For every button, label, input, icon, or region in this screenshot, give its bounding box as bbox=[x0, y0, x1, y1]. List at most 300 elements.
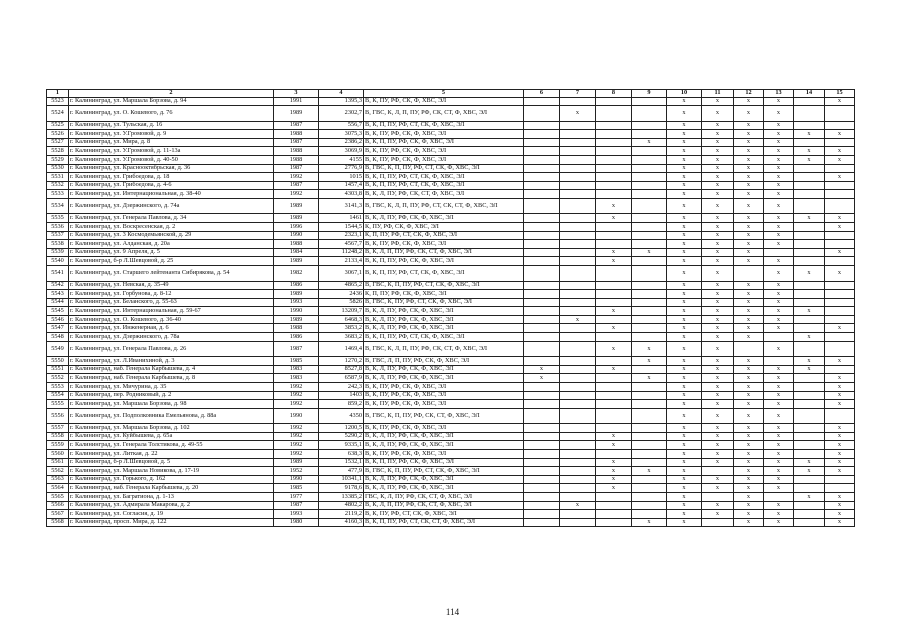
mark-cell-7 bbox=[560, 155, 596, 164]
mark-cell-10: x bbox=[667, 266, 702, 282]
mark-cell-6 bbox=[524, 223, 560, 232]
mark-cell-7 bbox=[560, 181, 596, 190]
mark-cell-7 bbox=[560, 214, 596, 223]
area-cell: 13209,7 bbox=[319, 307, 364, 316]
year-built-cell: 1988 bbox=[274, 155, 319, 164]
mark-cell-13 bbox=[764, 492, 794, 501]
equipment-list-cell: В, ГВС, К, Л, П, ПУ, РФ, СК, СТ, Ф, ХВС, ЭЛ bbox=[364, 341, 524, 357]
mark-cell-13: x bbox=[764, 408, 794, 424]
address-cell: г. Калининград, ул. Горького, д. 162 bbox=[69, 475, 274, 484]
mark-cell-6 bbox=[524, 450, 560, 459]
equipment-list-cell: В, ГВС, К, Л, П, ПУ, РФ, СК, СТ, Ф, ХВС, ЭЛ bbox=[364, 106, 524, 122]
year-built-cell: 1989 bbox=[274, 198, 319, 214]
mark-cell-14 bbox=[794, 190, 825, 199]
mark-cell-15: x bbox=[825, 155, 855, 164]
year-built-cell: 1952 bbox=[274, 467, 319, 476]
mark-cell-10: x bbox=[667, 450, 702, 459]
mark-cell-7 bbox=[560, 374, 596, 383]
mark-cell-7 bbox=[560, 97, 596, 106]
mark-cell-14 bbox=[794, 138, 825, 147]
mark-cell-13: x bbox=[764, 97, 794, 106]
mark-cell-6 bbox=[524, 198, 560, 214]
mark-cell-6 bbox=[524, 400, 560, 409]
mark-cell-13: x bbox=[764, 121, 794, 130]
mark-cell-12: x bbox=[734, 458, 764, 467]
mark-cell-9: x bbox=[632, 467, 667, 476]
year-built-cell: 1990 bbox=[274, 231, 319, 240]
mark-cell-7 bbox=[560, 510, 596, 519]
mark-cell-10: x bbox=[667, 424, 702, 433]
year-built-cell: 1993 bbox=[274, 510, 319, 519]
mark-cell-9 bbox=[632, 441, 667, 450]
mark-cell-10: x bbox=[667, 382, 702, 391]
mark-cell-11: x bbox=[702, 164, 734, 173]
mark-cell-8 bbox=[596, 315, 632, 324]
mark-cell-6 bbox=[524, 382, 560, 391]
mark-cell-10: x bbox=[667, 518, 702, 527]
mark-cell-8: x bbox=[596, 432, 632, 441]
record-number-cell: 5561 bbox=[47, 458, 69, 467]
area-cell: 4350 bbox=[319, 408, 364, 424]
area-cell: 2302,7 bbox=[319, 106, 364, 122]
equipment-list-cell: В, К, Л, П, ПУ, РФ, СК, СТ, Ф, ХВС, ЭЛ bbox=[364, 248, 524, 257]
year-built-cell: 1987 bbox=[274, 164, 319, 173]
table-row bbox=[47, 382, 855, 391]
mark-cell-6 bbox=[524, 298, 560, 307]
mark-cell-12: x bbox=[734, 190, 764, 199]
record-number-cell: 5533 bbox=[47, 190, 69, 199]
mark-cell-7 bbox=[560, 240, 596, 249]
equipment-list-cell: В, К, Л, ПУ, РФ, СК, Ф, ХВС, ЭЛ bbox=[364, 432, 524, 441]
area-cell: 4155 bbox=[319, 155, 364, 164]
address-cell: г. Калининград, ул. Горбунова, д. 8-12 bbox=[69, 290, 274, 299]
mark-cell-6 bbox=[524, 424, 560, 433]
mark-cell-11: x bbox=[702, 408, 734, 424]
mark-cell-6 bbox=[524, 441, 560, 450]
mark-cell-8 bbox=[596, 130, 632, 139]
table-row bbox=[47, 467, 855, 476]
mark-cell-12: x bbox=[734, 424, 764, 433]
mark-cell-12: x bbox=[734, 97, 764, 106]
mark-cell-7 bbox=[560, 432, 596, 441]
mark-cell-9 bbox=[632, 391, 667, 400]
mark-cell-11: x bbox=[702, 450, 734, 459]
mark-cell-14 bbox=[794, 240, 825, 249]
mark-cell-7 bbox=[560, 307, 596, 316]
table-row bbox=[47, 510, 855, 519]
mark-cell-6 bbox=[524, 341, 560, 357]
area-cell: 638,3 bbox=[319, 450, 364, 459]
mark-cell-7 bbox=[560, 248, 596, 257]
equipment-list-cell: В, К, Л, ПУ, РФ, СК, Ф, ХВС, ЭЛ bbox=[364, 324, 524, 333]
mark-cell-6 bbox=[524, 290, 560, 299]
table-row bbox=[47, 147, 855, 156]
mark-cell-8 bbox=[596, 181, 632, 190]
mark-cell-12: x bbox=[734, 518, 764, 527]
address-cell: г. Калининград, ул. Интернациональная, д. 59-67 bbox=[69, 307, 274, 316]
address-cell: г. Калининград, ул. У.Громовой, д. 40-50 bbox=[69, 155, 274, 164]
mark-cell-11 bbox=[702, 492, 734, 501]
mark-cell-15: x bbox=[825, 382, 855, 391]
area-cell: 5290,2 bbox=[319, 432, 364, 441]
mark-cell-12: x bbox=[734, 298, 764, 307]
header-cell: 1 bbox=[47, 90, 69, 98]
mark-cell-10: x bbox=[667, 315, 702, 324]
mark-cell-15: x bbox=[825, 510, 855, 519]
mark-cell-6 bbox=[524, 518, 560, 527]
mark-cell-15 bbox=[825, 475, 855, 484]
mark-cell-10: x bbox=[667, 223, 702, 232]
record-number-cell: 5558 bbox=[47, 432, 69, 441]
mark-cell-6 bbox=[524, 432, 560, 441]
mark-cell-12: x bbox=[734, 257, 764, 266]
mark-cell-7 bbox=[560, 130, 596, 139]
area-cell: 3075,3 bbox=[319, 130, 364, 139]
address-cell: г. Калининград, пер. Родниковый, д. 2 bbox=[69, 391, 274, 400]
mark-cell-11: x bbox=[702, 315, 734, 324]
mark-cell-12: x bbox=[734, 441, 764, 450]
table-row bbox=[47, 138, 855, 147]
equipment-list-cell: В, К, ПУ, РФ, СК, Ф, ХВС, ЭЛ bbox=[364, 382, 524, 391]
table-row bbox=[47, 518, 855, 527]
mark-cell-8: x bbox=[596, 214, 632, 223]
mark-cell-14 bbox=[794, 391, 825, 400]
mark-cell-14 bbox=[794, 173, 825, 182]
mark-cell-7 bbox=[560, 475, 596, 484]
mark-cell-6 bbox=[524, 173, 560, 182]
address-cell: г. Калининград, наб. Генерала Карбышева, д. 20 bbox=[69, 484, 274, 493]
area-cell: 3067,1 bbox=[319, 266, 364, 282]
mark-cell-12: x bbox=[734, 290, 764, 299]
mark-cell-11: x bbox=[702, 501, 734, 510]
mark-cell-8 bbox=[596, 164, 632, 173]
mark-cell-9 bbox=[632, 333, 667, 342]
mark-cell-6: x bbox=[524, 374, 560, 383]
mark-cell-9 bbox=[632, 97, 667, 106]
address-cell: г. Калининград, ул. Маршала Новикова, д. 17-19 bbox=[69, 467, 274, 476]
mark-cell-6 bbox=[524, 181, 560, 190]
mark-cell-15 bbox=[825, 231, 855, 240]
record-number-cell: 5523 bbox=[47, 97, 69, 106]
mark-cell-10: x bbox=[667, 333, 702, 342]
mark-cell-14 bbox=[794, 374, 825, 383]
equipment-list-cell: В, К, Л, ПУ, РФ, СК, Ф, ХВС, ЭЛ bbox=[364, 475, 524, 484]
mark-cell-9 bbox=[632, 458, 667, 467]
table-row bbox=[47, 324, 855, 333]
mark-cell-8 bbox=[596, 391, 632, 400]
mark-cell-15 bbox=[825, 290, 855, 299]
mark-cell-14 bbox=[794, 432, 825, 441]
mark-cell-14 bbox=[794, 450, 825, 459]
mark-cell-7 bbox=[560, 408, 596, 424]
mark-cell-13: x bbox=[764, 138, 794, 147]
mark-cell-13 bbox=[764, 248, 794, 257]
year-built-cell: 1987 bbox=[274, 138, 319, 147]
mark-cell-10: x bbox=[667, 441, 702, 450]
mark-cell-15 bbox=[825, 257, 855, 266]
mark-cell-14: x bbox=[794, 357, 825, 366]
mark-cell-12: x bbox=[734, 181, 764, 190]
equipment-list-cell: В, К, П, ПУ, РФ, СК, Ф, ХВС, ЭЛ bbox=[364, 257, 524, 266]
mark-cell-7: x bbox=[560, 106, 596, 122]
mark-cell-9 bbox=[632, 408, 667, 424]
mark-cell-12: x bbox=[734, 510, 764, 519]
address-cell: г. Калининград, ул. Инженерная, д. 6 bbox=[69, 324, 274, 333]
mark-cell-15 bbox=[825, 298, 855, 307]
mark-cell-13: x bbox=[764, 298, 794, 307]
year-built-cell: 1992 bbox=[274, 391, 319, 400]
mark-cell-9: x bbox=[632, 357, 667, 366]
mark-cell-6 bbox=[524, 231, 560, 240]
mark-cell-13: x bbox=[764, 501, 794, 510]
address-cell: г. Калининград, ул. Адмирала Макарова, д. 2 bbox=[69, 501, 274, 510]
mark-cell-15: x bbox=[825, 400, 855, 409]
year-built-cell: 1991 bbox=[274, 97, 319, 106]
mark-cell-13: x bbox=[764, 290, 794, 299]
mark-cell-13: x bbox=[764, 458, 794, 467]
mark-cell-12: x bbox=[734, 307, 764, 316]
mark-cell-7 bbox=[560, 357, 596, 366]
equipment-list-cell: В, К, Л, ПУ, РФ, СК, Ф, ХВС, ЭЛ bbox=[364, 214, 524, 223]
mark-cell-14 bbox=[794, 181, 825, 190]
area-cell: 5826 bbox=[319, 298, 364, 307]
table-row bbox=[47, 290, 855, 299]
mark-cell-9 bbox=[632, 147, 667, 156]
mark-cell-10: x bbox=[667, 248, 702, 257]
mark-cell-11: x bbox=[702, 106, 734, 122]
table-row bbox=[47, 248, 855, 257]
equipment-list-cell: В, К, ПУ, РФ, СК, Ф, ХВС, ЭЛ bbox=[364, 424, 524, 433]
equipment-list-cell: В, К, Л, ПУ, РФ, СК, Ф, ХВС, ЭЛ bbox=[364, 315, 524, 324]
table-row bbox=[47, 155, 855, 164]
header-cell: 6 bbox=[524, 90, 560, 98]
mark-cell-13: x bbox=[764, 307, 794, 316]
mark-cell-15: x bbox=[825, 467, 855, 476]
mark-cell-8 bbox=[596, 290, 632, 299]
mark-cell-6 bbox=[524, 333, 560, 342]
year-built-cell: 1977 bbox=[274, 492, 319, 501]
year-built-cell: 1985 bbox=[274, 484, 319, 493]
mark-cell-15 bbox=[825, 341, 855, 357]
mark-cell-12: x bbox=[734, 173, 764, 182]
table-row bbox=[47, 432, 855, 441]
mark-cell-9 bbox=[632, 266, 667, 282]
address-cell: г. Калининград, ул. Тульская, д. 16 bbox=[69, 121, 274, 130]
area-cell: 3683,2 bbox=[319, 333, 364, 342]
mark-cell-15: x bbox=[825, 518, 855, 527]
mark-cell-12: x bbox=[734, 138, 764, 147]
equipment-list-cell: В, ГВС, Л, П, ПУ, РФ, СК, Ф, ХВС, ЭЛ bbox=[364, 357, 524, 366]
mark-cell-9 bbox=[632, 281, 667, 290]
mark-cell-11: x bbox=[702, 181, 734, 190]
mark-cell-12: x bbox=[734, 450, 764, 459]
mark-cell-6 bbox=[524, 266, 560, 282]
mark-cell-8: x bbox=[596, 467, 632, 476]
mark-cell-8 bbox=[596, 510, 632, 519]
mark-cell-10: x bbox=[667, 341, 702, 357]
mark-cell-14 bbox=[794, 257, 825, 266]
mark-cell-11: x bbox=[702, 155, 734, 164]
mark-cell-10: x bbox=[667, 214, 702, 223]
mark-cell-13: x bbox=[764, 214, 794, 223]
mark-cell-7 bbox=[560, 400, 596, 409]
area-cell: 3141,3 bbox=[319, 198, 364, 214]
table-row bbox=[47, 198, 855, 214]
mark-cell-15 bbox=[825, 365, 855, 374]
mark-cell-9 bbox=[632, 240, 667, 249]
mark-cell-11 bbox=[702, 467, 734, 476]
mark-cell-9 bbox=[632, 365, 667, 374]
mark-cell-7 bbox=[560, 290, 596, 299]
mark-cell-8 bbox=[596, 138, 632, 147]
address-cell: г. Калининград, ул. Генерала Павлова, д. 34 bbox=[69, 214, 274, 223]
mark-cell-10: x bbox=[667, 290, 702, 299]
year-built-cell: 1989 bbox=[274, 214, 319, 223]
header-cell: 10 bbox=[667, 90, 702, 98]
mark-cell-10: x bbox=[667, 475, 702, 484]
mark-cell-15: x bbox=[825, 266, 855, 282]
mark-cell-11: x bbox=[702, 257, 734, 266]
equipment-list-cell: В, К, ПУ, РФ, СК, Ф, ХВС, ЭЛ bbox=[364, 97, 524, 106]
area-cell: 1544,5 bbox=[319, 223, 364, 232]
mark-cell-15 bbox=[825, 138, 855, 147]
mark-cell-15: x bbox=[825, 458, 855, 467]
table-row bbox=[47, 307, 855, 316]
mark-cell-14 bbox=[794, 382, 825, 391]
mark-cell-13: x bbox=[764, 324, 794, 333]
year-built-cell: 1988 bbox=[274, 130, 319, 139]
mark-cell-15: x bbox=[825, 214, 855, 223]
table-row bbox=[47, 484, 855, 493]
mark-cell-6 bbox=[524, 190, 560, 199]
mark-cell-11: x bbox=[702, 223, 734, 232]
mark-cell-12: x bbox=[734, 475, 764, 484]
year-built-cell: 1987 bbox=[274, 341, 319, 357]
mark-cell-6 bbox=[524, 281, 560, 290]
mark-cell-15: x bbox=[825, 441, 855, 450]
header-cell: 15 bbox=[825, 90, 855, 98]
mark-cell-8 bbox=[596, 121, 632, 130]
area-cell: 11248,2 bbox=[319, 248, 364, 257]
mark-cell-14: x bbox=[794, 467, 825, 476]
record-number-cell: 5525 bbox=[47, 121, 69, 130]
mark-cell-12: x bbox=[734, 484, 764, 493]
address-cell: г. Калининград, наб. Генерала Карбышева, д. 8 bbox=[69, 374, 274, 383]
mark-cell-15 bbox=[825, 315, 855, 324]
mark-cell-6: x bbox=[524, 365, 560, 374]
year-built-cell: 1988 bbox=[274, 324, 319, 333]
mark-cell-6 bbox=[524, 467, 560, 476]
mark-cell-15: x bbox=[825, 97, 855, 106]
mark-cell-13: x bbox=[764, 231, 794, 240]
area-cell: 1469,4 bbox=[319, 341, 364, 357]
mark-cell-9 bbox=[632, 155, 667, 164]
area-cell: 1395,3 bbox=[319, 97, 364, 106]
address-cell: г. Калининград, ул. 3 Космодемьянской, д. 29 bbox=[69, 231, 274, 240]
table-row bbox=[47, 266, 855, 282]
address-cell: г. Калининград, ул. Мичурина, д. 35 bbox=[69, 382, 274, 391]
mark-cell-14 bbox=[794, 475, 825, 484]
equipment-list-cell: В, К, П, ПУ, РФ, СТ, СК, Ф, ХВС, ЭЛ bbox=[364, 121, 524, 130]
mark-cell-15: x bbox=[825, 324, 855, 333]
record-number-cell: 5555 bbox=[47, 400, 69, 409]
mark-cell-12: x bbox=[734, 223, 764, 232]
mark-cell-8 bbox=[596, 155, 632, 164]
equipment-list-cell: В, ГВС, К, Л, П, ПУ, РФ, СТ, СК, СТ, Ф, ХВС, ЭЛ bbox=[364, 198, 524, 214]
mark-cell-15: x bbox=[825, 501, 855, 510]
mark-cell-15 bbox=[825, 190, 855, 199]
year-built-cell: 1989 bbox=[274, 257, 319, 266]
equipment-list-cell: В, К, Л, ПУ, РФ, СК, Ф, ХВС, ЭЛ bbox=[364, 365, 524, 374]
mark-cell-9 bbox=[632, 130, 667, 139]
mark-cell-8 bbox=[596, 501, 632, 510]
mark-cell-12: x bbox=[734, 391, 764, 400]
mark-cell-6 bbox=[524, 121, 560, 130]
record-number-cell: 5546 bbox=[47, 315, 69, 324]
mark-cell-7 bbox=[560, 231, 596, 240]
mark-cell-11: x bbox=[702, 198, 734, 214]
mark-cell-8: x bbox=[596, 441, 632, 450]
mark-cell-15: x bbox=[825, 391, 855, 400]
mark-cell-10: x bbox=[667, 281, 702, 290]
table-row bbox=[47, 106, 855, 122]
mark-cell-10: x bbox=[667, 138, 702, 147]
mark-cell-10: x bbox=[667, 298, 702, 307]
mark-cell-6 bbox=[524, 147, 560, 156]
address-cell: г. Калининград, ул. Беланского, д. 55-63 bbox=[69, 298, 274, 307]
equipment-list-cell: В, К, Л, ПУ, РФ, СК, СТ, Ф, ХВС, ЭЛ bbox=[364, 190, 524, 199]
mark-cell-14 bbox=[794, 510, 825, 519]
mark-cell-11: x bbox=[702, 231, 734, 240]
year-built-cell: 1992 bbox=[274, 441, 319, 450]
mark-cell-8 bbox=[596, 382, 632, 391]
mark-cell-8: x bbox=[596, 475, 632, 484]
mark-cell-7 bbox=[560, 198, 596, 214]
equipment-list-cell: В, К, П, ПУ, РФ, СК, Ф, ХВС, ЭЛ bbox=[364, 138, 524, 147]
equipment-list-cell: В, ГВС, К, П, ПУ, РФ, СТ, СК, Ф, ХВС, ЭЛ bbox=[364, 467, 524, 476]
mark-cell-11: x bbox=[702, 424, 734, 433]
mark-cell-6 bbox=[524, 357, 560, 366]
area-cell: 556,7 bbox=[319, 121, 364, 130]
address-cell: г. Калининград, ул. Невская, д. 35-49 bbox=[69, 281, 274, 290]
mark-cell-15: x bbox=[825, 147, 855, 156]
mark-cell-13: x bbox=[764, 441, 794, 450]
table-row bbox=[47, 374, 855, 383]
mark-cell-13: x bbox=[764, 106, 794, 122]
table-row bbox=[47, 298, 855, 307]
address-cell: г. Калининград, ул. Старшего лейтенанта Сибирякова, д. 54 bbox=[69, 266, 274, 282]
record-number-cell: 5551 bbox=[47, 365, 69, 374]
mark-cell-15: x bbox=[825, 374, 855, 383]
area-cell: 1200,5 bbox=[319, 424, 364, 433]
record-number-cell: 5553 bbox=[47, 382, 69, 391]
record-number-cell: 5554 bbox=[47, 391, 69, 400]
mark-cell-13: x bbox=[764, 518, 794, 527]
mark-cell-11: x bbox=[702, 190, 734, 199]
record-number-cell: 5531 bbox=[47, 173, 69, 182]
year-built-cell: 1984 bbox=[274, 248, 319, 257]
mark-cell-14 bbox=[794, 281, 825, 290]
record-number-cell: 5547 bbox=[47, 324, 69, 333]
year-built-cell: 1982 bbox=[274, 266, 319, 282]
area-cell: 13385,2 bbox=[319, 492, 364, 501]
area-cell: 4160,3 bbox=[319, 518, 364, 527]
mark-cell-15 bbox=[825, 181, 855, 190]
year-built-cell: 1990 bbox=[274, 307, 319, 316]
mark-cell-8: x bbox=[596, 484, 632, 493]
equipment-list-cell: В, К, П, ПУ, РФ, СТ, СК, Ф, ХВС, ЭЛ bbox=[364, 266, 524, 282]
mark-cell-7: x bbox=[560, 501, 596, 510]
